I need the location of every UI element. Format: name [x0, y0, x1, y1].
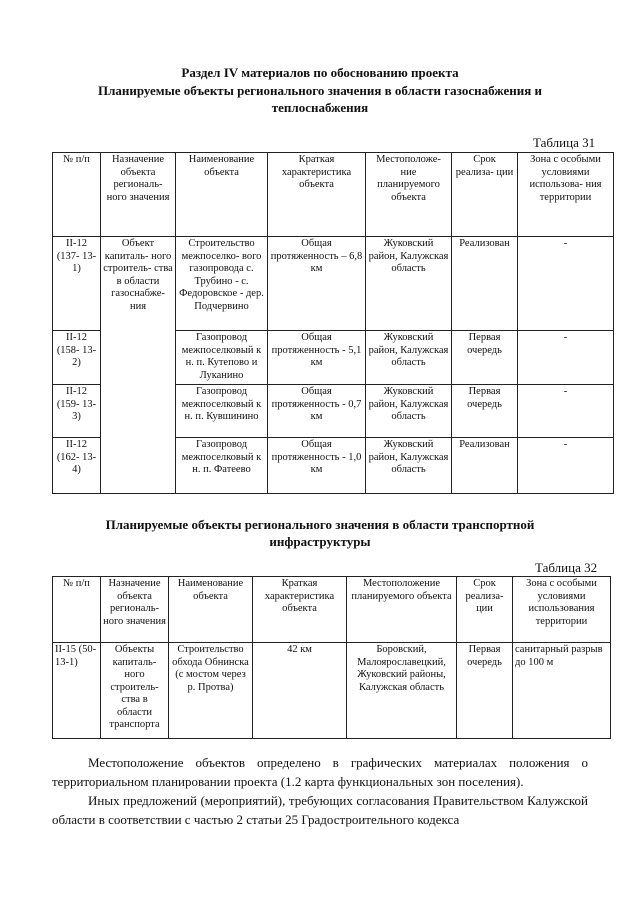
table32-header-name: Наименование объекта: [169, 577, 253, 643]
row-term: Первая очередь: [452, 331, 518, 385]
row-char: Общая протяженность – 6,8 км: [268, 237, 366, 331]
row-char: Общая протяженность - 0,7 км: [268, 385, 366, 438]
row-loc: Жуковский район, Калужская область: [366, 438, 452, 494]
row-term: Реализован: [452, 237, 518, 331]
body-text: [52, 753, 588, 829]
row-char: Общая протяженность - 5,1 км: [268, 331, 366, 385]
row-num: II-12 (158- 13-2): [53, 331, 101, 385]
row-char: 42 км: [253, 643, 347, 739]
table31-header-char: Краткая характеристика объекта: [268, 153, 366, 237]
row-loc: Жуковский район, Калужская область: [366, 385, 452, 438]
row-zone: -: [518, 237, 614, 331]
row-char: Общая протяженность - 1,0 км: [268, 438, 366, 494]
row-term: Первая очередь: [452, 385, 518, 438]
gas-heading-line1: Планируемые объекты регионального значения в области газоснабжения и: [97, 83, 543, 98]
table32-header-purpose: Назначение объекта региональ- ного значения: [101, 577, 169, 643]
table32-header-row: [53, 577, 611, 643]
table31-header-loc: Местоположе- ние планируемого объекта: [366, 153, 452, 237]
row-zone: -: [518, 438, 614, 494]
table32-header-char: Краткая характеристика объекта: [253, 577, 347, 643]
table31-header-purpose: Назначение объекта региональ- ного значения: [101, 153, 176, 237]
row-num: II-12 (159- 13-3): [53, 385, 101, 438]
row-zone: -: [518, 385, 614, 438]
row-name: Газопровод межпоселковый к н. п. Кувшинино: [176, 385, 268, 438]
table-row: [53, 643, 611, 739]
row-loc: Жуковский район, Калужская область: [366, 331, 452, 385]
table31-header-num: № п/п: [53, 153, 101, 237]
paragraph: Иных предложений (мероприятий), требующих согласования Правительством Калужской области в соответствии с частью 2 статьи 25 Градостроительного кодекса: [52, 793, 588, 827]
row-zone: санитарный разрыв до 100 м: [513, 643, 611, 739]
gas-heading-line2: теплоснабжения: [271, 100, 369, 115]
row-loc: Боровский, Малоярославецкий, Жуковский районы, Калужская область: [347, 643, 457, 739]
row-purpose: Объект капиталь- ного строитель- ства в области газоснабже- ния: [101, 237, 176, 494]
table31-header-row: [53, 153, 614, 237]
row-name: Газопровод межпоселковый к н. п. Кутепово и Луканино: [176, 331, 268, 385]
table-31: [52, 152, 614, 494]
transport-heading-line2: инфраструктуры: [269, 534, 371, 549]
row-name: Строительство межпоселко- вого газопровода с. Трубино - с. Федоровское - дер. Подчервино: [176, 237, 268, 331]
table-32: [52, 576, 611, 739]
row-name: Строительство обхода Обнинска (с мостом через р. Протва): [169, 643, 253, 739]
table31-header-zone: Зона с особыми условиями использова- ния территории: [518, 153, 614, 237]
table32-header-zone: Зона с особыми условиями использования территории: [513, 577, 611, 643]
row-num: II-12 (162- 13-4): [53, 438, 101, 494]
row-term: Первая очередь: [457, 643, 513, 739]
row-loc: Жуковский район, Калужская область: [366, 237, 452, 331]
transport-heading-line1: Планируемые объекты регионального значения в области транспортной: [105, 517, 535, 532]
table32-caption: Таблица 32: [535, 560, 598, 575]
row-num: II-12 (137- 13-1): [53, 237, 101, 331]
table32-header-term: Срок реализа- ции: [457, 577, 513, 643]
paragraph: Местоположение объектов определено в графических материалах положения о территориальном планировании проекта (1.2 карта функциональных зон поселения).: [52, 755, 588, 789]
table32-header-loc: Местоположение планируемого объекта: [347, 577, 457, 643]
section-title: Раздел IV материалов по обоснованию проекта: [181, 65, 459, 80]
table31-header-name: Наименование объекта: [176, 153, 268, 237]
row-term: Реализован: [452, 438, 518, 494]
table32-header-num: № п/п: [53, 577, 101, 643]
table31-header-term: Срок реализа- ции: [452, 153, 518, 237]
table31-caption: Таблица 31: [533, 135, 596, 150]
row-zone: -: [518, 331, 614, 385]
row-purpose: Объекты капиталь- ного строитель- ства в области транспорта: [101, 643, 169, 739]
table-row: [53, 237, 614, 331]
row-name: Газопровод межпоселковый к н. п. Фатеево: [176, 438, 268, 494]
row-num: II-15 (50- 13-1): [53, 643, 101, 739]
